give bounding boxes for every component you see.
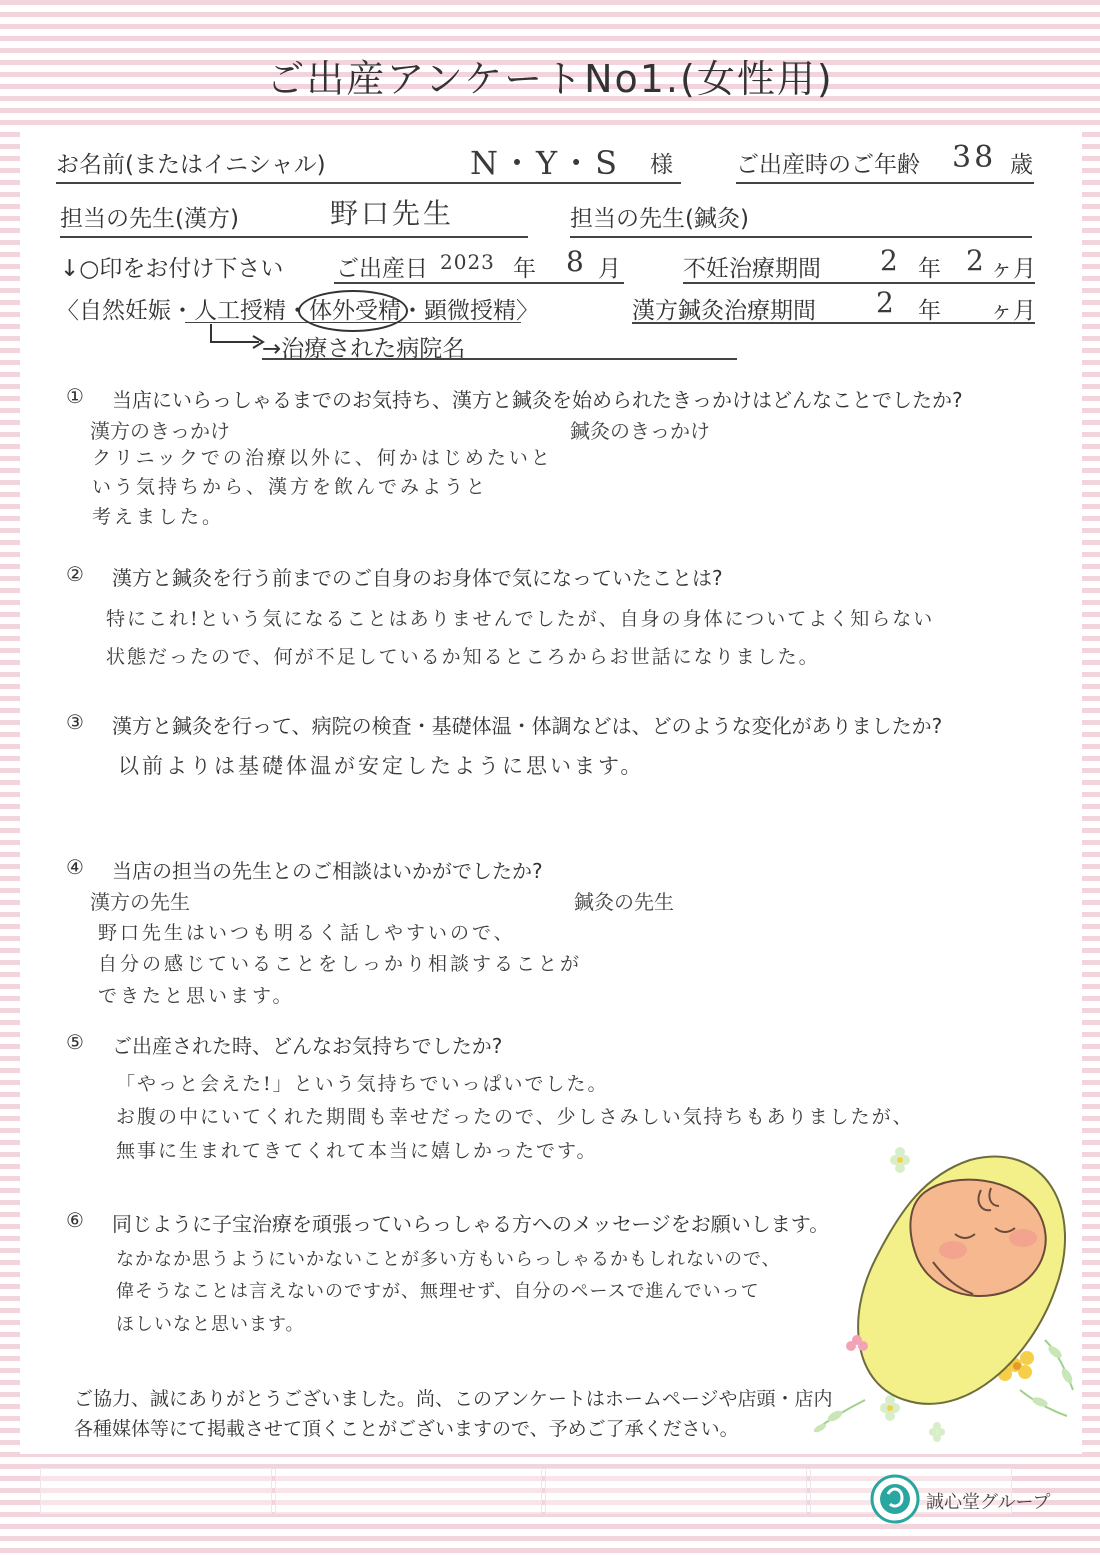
kampo-teacher-underline xyxy=(60,236,528,238)
hospital-underline[interactable] xyxy=(262,358,737,360)
age-unit: 歳 xyxy=(1010,152,1033,178)
q6-text: 同じように子宝治療を頑張っていらっしゃる方へのメッセージをお願いします。 xyxy=(112,1212,830,1236)
q1-text: 当店にいらっしゃるまでのお気持ち、漢方と鍼灸を始められたきっかけはどんなことでしたか? xyxy=(112,388,963,412)
q2-answer-line: 状態だったので、何が不足しているか知るところからお世話になりました。 xyxy=(106,646,820,668)
q6-answer-line: 偉そうなことは言えないのですが、無理せず、自分のペースで進んでいって xyxy=(116,1281,760,1303)
q3-answer-line: 以前よりは基礎体温が安定したように思います。 xyxy=(118,754,645,778)
q5-number: ⑤ xyxy=(66,1030,84,1054)
faint-stamp-band xyxy=(20,1460,1080,1522)
infertility-label: 不妊治療期間 xyxy=(683,256,821,282)
q1-sub-kampo: 漢方のきっかけ xyxy=(90,419,230,443)
infertility-months[interactable]: 2 xyxy=(966,244,987,277)
kampo-acu-period-label: 漢方鍼灸治療期間 xyxy=(632,298,816,324)
birth-date-label: ご出産日 xyxy=(336,256,428,282)
kampo-acu-year-unit: 年 xyxy=(918,298,941,324)
q4-answer-line: できたと思います。 xyxy=(98,984,295,1007)
kampo-acu-underline xyxy=(632,322,1035,324)
q1-sub-acu: 鍼灸のきっかけ xyxy=(570,419,710,443)
birth-month-unit: 月 xyxy=(598,256,621,282)
q2-number: ② xyxy=(66,562,84,586)
ivf-selection-circle xyxy=(298,290,408,332)
infertility-underline xyxy=(683,282,1035,284)
q1-answer-line: いう気持ちから、漢方を飲んでみようと xyxy=(92,476,489,499)
q4-answer-line: 自分の感じていることをしっかり相談することが xyxy=(98,953,583,976)
q3-text: 漢方と鍼灸を行って、病院の検査・基礎体温・体調などは、どのような変化がありましたか? xyxy=(112,714,943,738)
infertility-months-unit: ヶ月 xyxy=(990,256,1036,282)
q4-sub-kampo: 漢方の先生 xyxy=(90,890,190,914)
q1-answer-line: 考えました。 xyxy=(92,505,225,528)
q4-answer-line: 野口先生はいつも明るく話しやすいので、 xyxy=(98,922,516,944)
q4-text: 当店の担当の先生とのご相談はいかがでしたか? xyxy=(112,859,543,883)
swaddled-baby-illustration xyxy=(805,1140,1085,1450)
age-label: ご出産時のご年齢 xyxy=(736,152,920,178)
acu-teacher-underline xyxy=(570,236,1032,238)
kampo-acu-months-unit: ヶ月 xyxy=(990,298,1036,324)
q4-answer[interactable] xyxy=(98,918,583,1012)
q5-answer-line: 無事に生まれてきてくれて本当に嬉しかったです。 xyxy=(116,1139,598,1162)
q3-answer[interactable] xyxy=(118,750,644,783)
acu-teacher-label: 担当の先生(鍼灸) xyxy=(570,206,749,232)
q3-number: ③ xyxy=(66,710,84,734)
thanks-line-2: 各種媒体等にて掲載させて頂くことがございますので、予めご了承ください。 xyxy=(74,1418,739,1440)
q1-number: ① xyxy=(66,384,84,408)
q2-answer-line: 特にこれ!という気になることはありませんでしたが、自身の身体についてよく知らない xyxy=(106,608,935,630)
q6-answer-line: ほしいなと思います。 xyxy=(116,1313,305,1335)
q2-answer[interactable] xyxy=(106,600,986,676)
birth-year-unit: 年 xyxy=(513,256,536,282)
kampo-teacher-value[interactable]: 野口先生 xyxy=(330,197,455,230)
q4-sub-acu: 鍼灸の先生 xyxy=(574,890,674,914)
page-title: ご出産アンケートNo1.(女性用) xyxy=(266,57,834,101)
birth-month-value[interactable]: 8 xyxy=(566,245,587,278)
q1-answer[interactable] xyxy=(92,444,552,532)
q2-text: 漢方と鍼灸を行う前までのご自身のお身体で気になっていたことは? xyxy=(112,566,723,590)
q5-answer-line: 「やっと会えた!」という気持ちでいっぱいでした。 xyxy=(116,1073,609,1095)
group-logo-text: 誠心堂グループ xyxy=(926,1492,1051,1513)
hospital-label: →治療された病院名 xyxy=(262,336,466,362)
kampo-acu-years[interactable]: 2 xyxy=(876,286,897,319)
infertility-years[interactable]: 2 xyxy=(880,244,901,277)
age-underline xyxy=(736,182,1034,184)
q6-number: ⑥ xyxy=(66,1208,84,1232)
name-value[interactable]: N・Y・S xyxy=(470,144,621,182)
q4-number: ④ xyxy=(66,855,84,879)
birth-date-underline xyxy=(334,282,624,284)
q5-answer-line: お腹の中にいてくれた期間も幸せだったので、少しさみしい気持ちもありましたが、 xyxy=(116,1106,914,1129)
pregnancy-type-options[interactable]: 〈自然妊娠・人工授精・体外受精・顕微授精〉 xyxy=(56,298,539,324)
kampo-teacher-label: 担当の先生(漢方) xyxy=(60,206,239,232)
mark-instruction: ↓○印をお付け下さい xyxy=(60,256,284,282)
birth-year-value[interactable]: 2023 xyxy=(440,250,495,274)
q6-answer-line: なかなか思うようにいかないことが多い方もいらっしゃるかもしれないので、 xyxy=(116,1249,781,1270)
infertility-year-unit: 年 xyxy=(918,256,941,282)
q6-answer[interactable] xyxy=(116,1244,836,1341)
q1-answer-line: クリニックでの治療以外に、何かはじめたいと xyxy=(92,447,553,469)
name-label: お名前(またはイニシャル) xyxy=(56,152,326,178)
q5-text: ご出産された時、どんなお気持ちでしたか? xyxy=(112,1034,503,1058)
name-suffix: 様 xyxy=(650,152,673,178)
thanks-line-1: ご協力、誠にありがとうございました。尚、このアンケートはホームページや店頭・店内 xyxy=(74,1388,833,1410)
age-value[interactable]: 38 xyxy=(952,140,997,175)
name-underline xyxy=(56,182,681,184)
seishindo-logo-icon xyxy=(870,1474,920,1524)
